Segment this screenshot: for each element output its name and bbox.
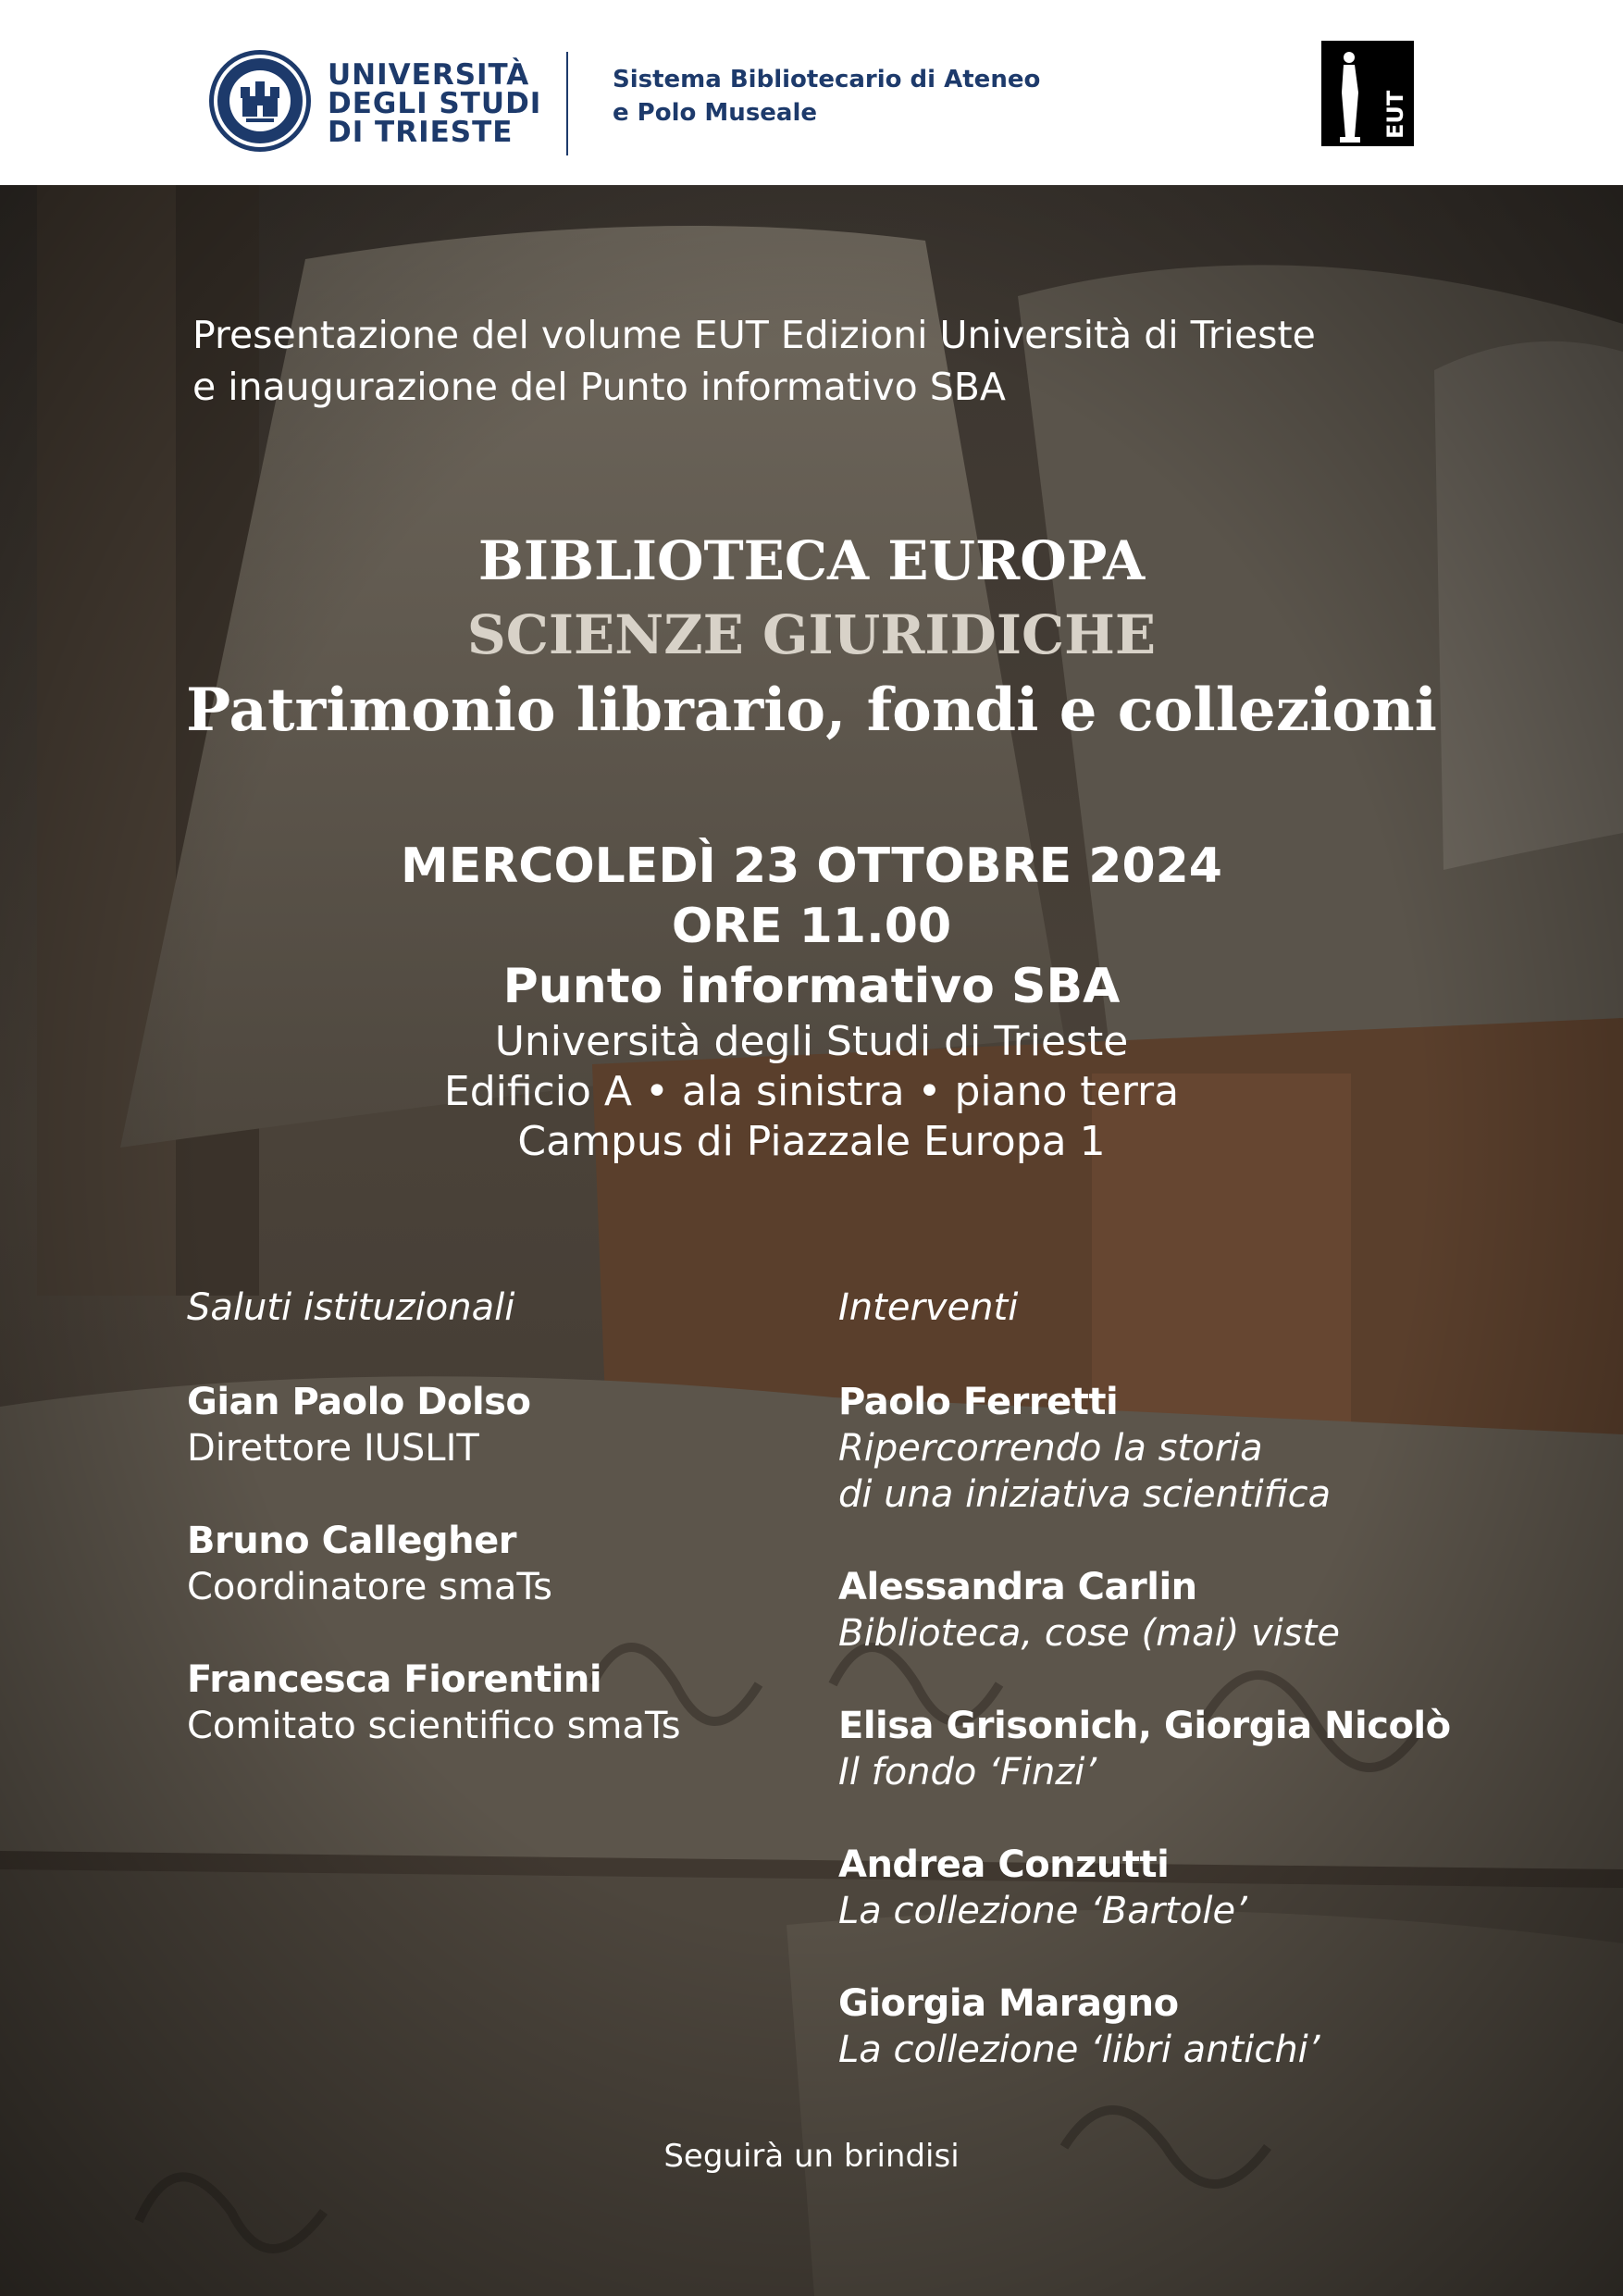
title-line-3: Patrimonio librario, fondi e collezioni [186, 676, 1437, 745]
talk-title-line: Biblioteca, cose (mai) viste [838, 1612, 1340, 1655]
university-name [328, 58, 542, 149]
library-system-line: e Polo Museale [613, 99, 818, 127]
speaker-role: Direttore IUSLIT [187, 1427, 479, 1470]
toast-note: Seguirà un brindisi [663, 2138, 960, 2175]
greeting-entry [187, 1379, 530, 1471]
library-system-line: Sistema Bibliotecario di Ateneo [613, 66, 1041, 93]
talk-title-line: La collezione ‘Bartole’ [838, 1890, 1247, 1932]
speaker-name: Francesca Fiorentini [187, 1658, 602, 1701]
talk-entry [838, 1842, 1247, 1934]
talk-title-line: Il fondo ‘Finzi’ [838, 1751, 1097, 1793]
speaker-name: Gian Paolo Dolso [187, 1381, 531, 1423]
event-address-line: Università degli Studi di Trieste [494, 1018, 1129, 1065]
greetings-heading: Saluti istituzionali [187, 1286, 515, 1329]
greeting-entry [187, 1518, 552, 1610]
event-address-line: Campus di Piazzale Europa 1 [517, 1118, 1106, 1165]
speaker-name: Giorgia Maragno [838, 1982, 1179, 2025]
talk-entry [838, 1379, 1331, 1518]
talk-entry [838, 1564, 1340, 1657]
event-date: MERCOLEDÌ 23 OTTOBRE 2024 [401, 838, 1222, 894]
university-name-line: DI TRIESTE [328, 116, 514, 149]
intro-line: e inaugurazione del Punto informativo SBA [192, 365, 1006, 409]
event-title [0, 524, 1623, 750]
library-system-name [613, 63, 1040, 130]
greeting-entry [187, 1657, 681, 1749]
header-divider [566, 52, 568, 155]
speaker-role: Coordinatore smaTs [187, 1566, 552, 1608]
event-details [0, 837, 1623, 1167]
talk-entry [838, 1980, 1320, 2073]
talks-heading: Interventi [838, 1286, 1019, 1329]
speaker-name: Bruno Callegher [187, 1520, 516, 1562]
speaker-name: Alessandra Carlin [838, 1566, 1197, 1608]
speaker-name: Elisa Grisonich, Giorgia Nicolò [838, 1705, 1451, 1747]
title-line-2: SCIENZE GIURIDICHE [466, 603, 1157, 666]
eut-logo-text: EUT [1382, 90, 1408, 139]
talk-title-line: La collezione ‘libri antichi’ [838, 2029, 1320, 2071]
header-bar [0, 0, 1623, 185]
university-name-line: UNIVERSITÀ [328, 58, 530, 92]
university-seal-icon [207, 48, 313, 154]
books-background-image [0, 185, 1623, 2296]
speaker-name: Andrea Conzutti [838, 1843, 1170, 1886]
event-venue: Punto informativo SBA [502, 959, 1121, 1014]
intro-line: Presentazione del volume EUT Edizioni Università di Trieste [192, 313, 1316, 357]
event-time: ORE 11.00 [671, 899, 952, 954]
event-address-line: Edificio A • ala sinistra • piano terra [443, 1068, 1180, 1115]
intro-text [192, 309, 1316, 413]
talk-title-line: di una iniziativa scientifica [838, 1473, 1332, 1516]
university-name-line: DEGLI STUDI [328, 87, 542, 120]
speaker-role: Comitato scientifico smaTs [187, 1705, 681, 1747]
title-line-1: BIBLIOTECA EUROPA [477, 529, 1146, 592]
talk-title-line: Ripercorrendo la storia [838, 1427, 1263, 1470]
speaker-name: Paolo Ferretti [838, 1381, 1119, 1423]
talk-entry [838, 1703, 1451, 1795]
